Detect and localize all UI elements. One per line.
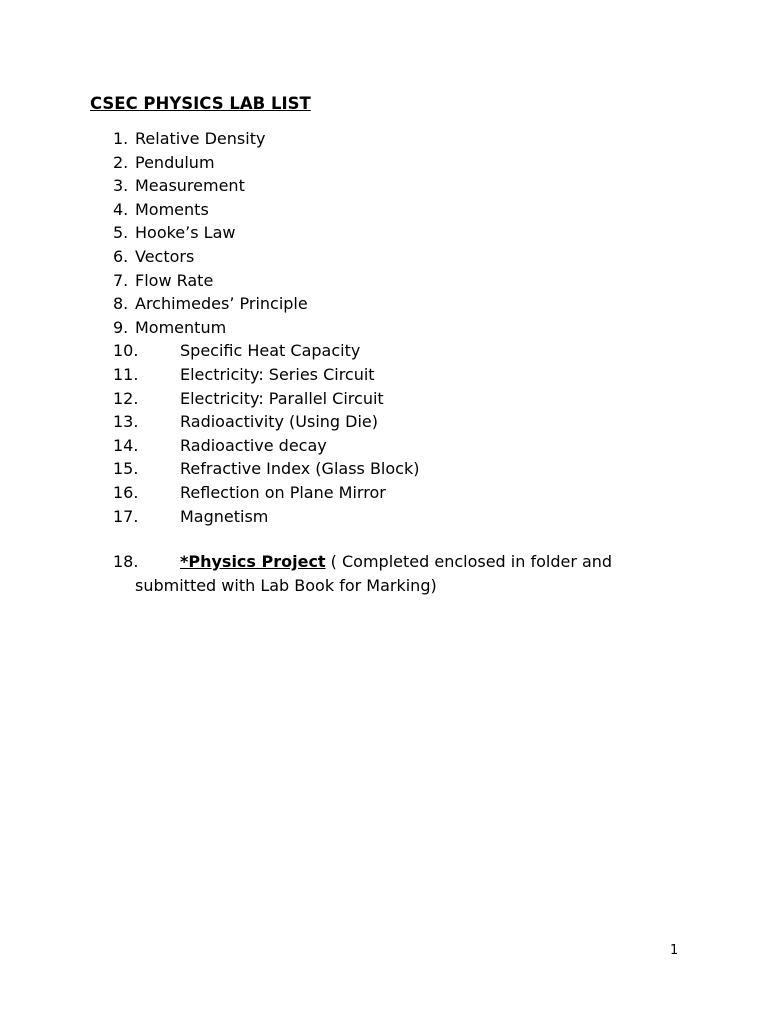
project-note-line1: ( Completed enclosed in folder and [325, 552, 613, 571]
list-item [113, 410, 419, 434]
list-item-label: Measurement [135, 176, 245, 196]
list-item-number: 13. [113, 412, 139, 432]
list-item-label: Refractive Index (Glass Block) [180, 459, 420, 479]
list-item [113, 269, 419, 293]
list-item-number: 10. [113, 341, 139, 361]
list-item-label: Flow Rate [135, 270, 214, 290]
project-first-line [113, 550, 633, 574]
list-item-label: Magnetism [180, 506, 269, 526]
list-item [113, 363, 419, 387]
list-item-number: 17. [113, 506, 139, 526]
list-item-label: Pendulum [135, 152, 215, 172]
list-item-number: 11. [113, 364, 139, 384]
list-item [113, 481, 419, 505]
list-item-number: 9. [113, 317, 129, 337]
list-item-number: 1. [113, 129, 129, 148]
list-item-number: 3. [113, 176, 129, 196]
list-item-label: Momentum [135, 317, 227, 337]
list-item-number: 16. [113, 482, 139, 502]
list-item [113, 221, 419, 245]
list-item [113, 174, 419, 198]
list-item-number: 15. [113, 459, 139, 479]
lab-list [113, 127, 419, 528]
list-item [113, 151, 419, 175]
list-item-number: 6. [113, 246, 129, 266]
page-title: CSEC PHYSICS LAB LIST [90, 94, 311, 113]
list-item [113, 245, 419, 269]
list-item [113, 387, 419, 411]
project-number: 18. [113, 552, 139, 571]
project-title: *Physics Project [180, 552, 326, 571]
list-item [113, 434, 419, 458]
list-item-number: 8. [113, 294, 129, 314]
list-item [113, 127, 419, 151]
list-item-label: Electricity: Series Circuit [180, 364, 375, 384]
list-item-label: Relative Density [135, 129, 266, 148]
list-item [113, 339, 419, 363]
list-item-label: Radioactivity (Using Die) [180, 412, 378, 432]
list-item-number: 7. [113, 270, 129, 290]
list-item-number: 12. [113, 388, 139, 408]
list-item [113, 198, 419, 222]
list-item-label: Vectors [135, 246, 195, 266]
list-item-number: 4. [113, 199, 129, 219]
list-item-number: 5. [113, 223, 129, 243]
list-item-label: Specific Heat Capacity [180, 341, 361, 361]
project-note-line2: submitted with Lab Book for Marking) [135, 576, 437, 595]
list-item-label: Archimedes’ Principle [135, 294, 308, 314]
list-item-label: Moments [135, 199, 209, 219]
physics-project-item [113, 550, 633, 598]
list-item-label: Electricity: Parallel Circuit [180, 388, 384, 408]
list-item-number: 14. [113, 435, 139, 455]
list-item [113, 457, 419, 481]
list-item-label: Radioactive decay [180, 435, 327, 455]
list-item-number: 2. [113, 152, 129, 172]
list-item [113, 316, 419, 340]
page-number: 1 [670, 943, 679, 958]
list-item [113, 292, 419, 316]
list-item-label: Reflection on Plane Mirror [180, 482, 386, 502]
list-item-label: Hooke’s Law [135, 223, 236, 243]
list-item [113, 505, 419, 529]
